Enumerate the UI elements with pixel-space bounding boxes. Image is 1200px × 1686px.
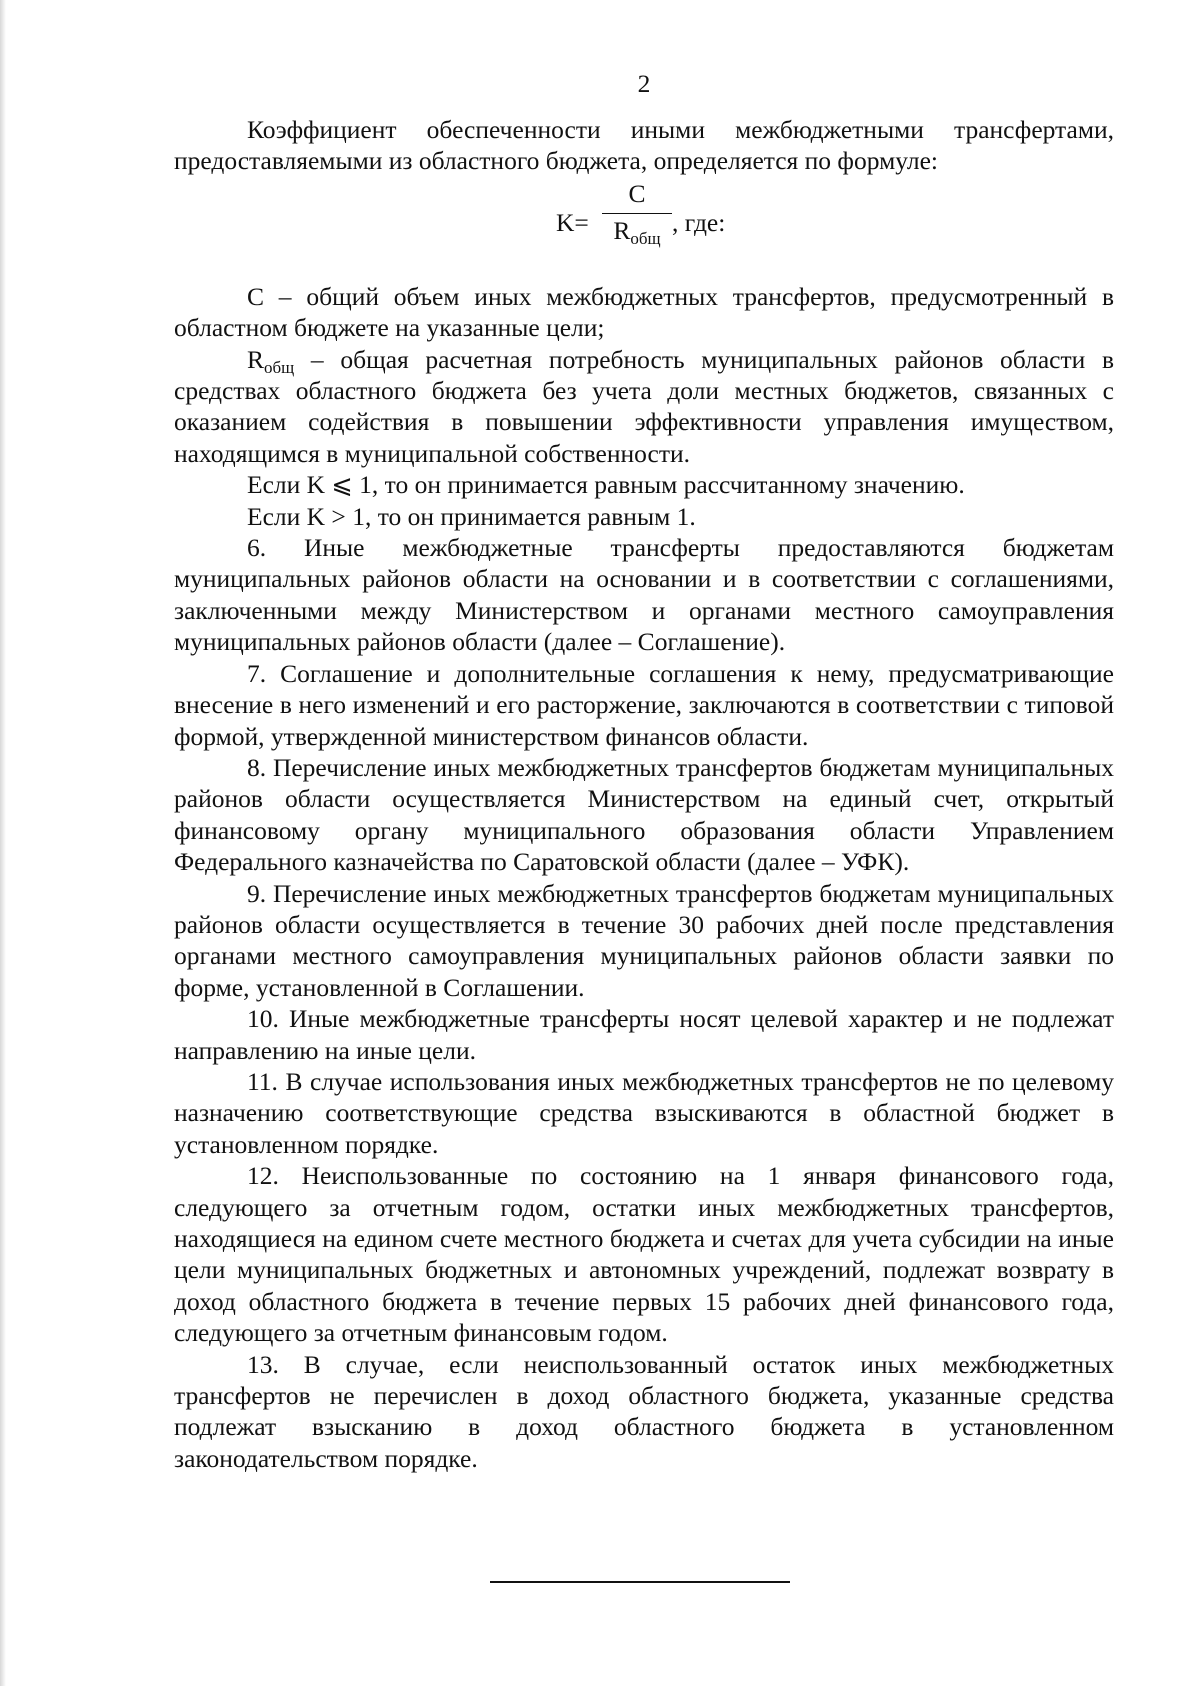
paragraph-10: 10. Иные межбюджетные трансферты носят целевой характер и не подлежат направлению на иные цели. bbox=[174, 1004, 1114, 1065]
intro-paragraph: Коэффициент обеспеченности иными межбюджетными трансфертами, предоставляемыми из областного бюджета, определяется по формуле: bbox=[174, 115, 1114, 176]
formula-suffix: , где: bbox=[672, 207, 726, 237]
scan-edge bbox=[0, 0, 6, 1686]
definition-c: С – общий объем иных межбюджетных трансфертов, предусмотренный в областном бюджете на указанные цели; bbox=[174, 281, 1114, 343]
r-symbol: R bbox=[247, 344, 265, 374]
paragraph-11: 11. В случае использования иных межбюджетных трансфертов не по целевому назначению соответствующие средства взыскиваются в областной бюджет в установленном порядке. bbox=[174, 1066, 1114, 1159]
definition-r bbox=[174, 344, 1114, 470]
paragraph-6: 6. Иные межбюджетные трансферты предоставляются бюджетам муниципальных районов области на основании и в соответствии с соглашениями, заключенными между Министерством и органами местного самоуправления муниципальных районов области (далее – Соглашение). bbox=[174, 533, 1114, 657]
r-subscript: общ bbox=[264, 357, 295, 377]
document-page bbox=[174, 70, 1114, 1474]
denominator-main: R bbox=[613, 215, 631, 245]
paragraph-9: 9. Перечисление иных межбюджетных трансфертов бюджетам муниципальных районов области осуществляется в течение 30 рабочих дней после представления органами местного самоуправления муниципальных районов области заявки по форме, установленной в Соглашении. bbox=[174, 878, 1114, 1002]
denominator-subscript: общ bbox=[630, 228, 661, 248]
r-text: – общая расчетная потребность муниципальных районов области в средствах областного бюджета без учета доли местных бюджетов, связанных с оказанием содействия в повышении эффективности управления имуществом, находящимся в муниципальной собственности. bbox=[174, 344, 1114, 468]
closing-rule bbox=[490, 1581, 790, 1583]
formula-numerator: C bbox=[628, 178, 646, 208]
paragraph-12: 12. Неиспользованные по состоянию на 1 января финансового года, следующего за отчетным годом, остатки иных межбюджетных трансфертов, находящиеся на едином счете местного бюджета и счетах для учета субсидии на иные цели муниципальных бюджетных и автономных учреждений, подлежат возврату в доход областного бюджета в течение первых 15 рабочих дней финансового года, следующего за отчетным финансовым годом. bbox=[174, 1161, 1114, 1348]
coefficient-formula bbox=[174, 179, 1114, 275]
paragraph-13: 13. В случае, если неиспользованный остаток иных межбюджетных трансфертов не перечислен в доход областного бюджета, указанные средства подлежат взысканию в доход областного бюджета в установленном законодательством порядке. bbox=[174, 1349, 1114, 1473]
formula-denominator bbox=[602, 216, 672, 246]
formula-lhs: K= bbox=[556, 207, 589, 237]
paragraph-7: 7. Соглашение и дополнительные соглашения к нему, предусматривающие внесение в него изменений и его расторжение, заключаются в соответствии с типовой формой, утвержденной министерством финансов области. bbox=[174, 658, 1114, 751]
formula-fraction bbox=[602, 179, 672, 246]
page-number: 2 bbox=[637, 69, 651, 98]
condition-1: Если K ⩽ 1, то он принимается равным рассчитанному значению. bbox=[247, 470, 965, 500]
condition-2: Если K > 1, то он принимается равным 1. bbox=[247, 501, 696, 531]
fraction-bar bbox=[602, 213, 672, 214]
paragraph-8: 8. Перечисление иных межбюджетных трансфертов бюджетам муниципальных районов области осуществляется Министерством на единый счет, открытый финансовому органу муниципального образования области Управлением Федерального казначейства по Саратовской области (далее – УФК). bbox=[174, 752, 1114, 877]
